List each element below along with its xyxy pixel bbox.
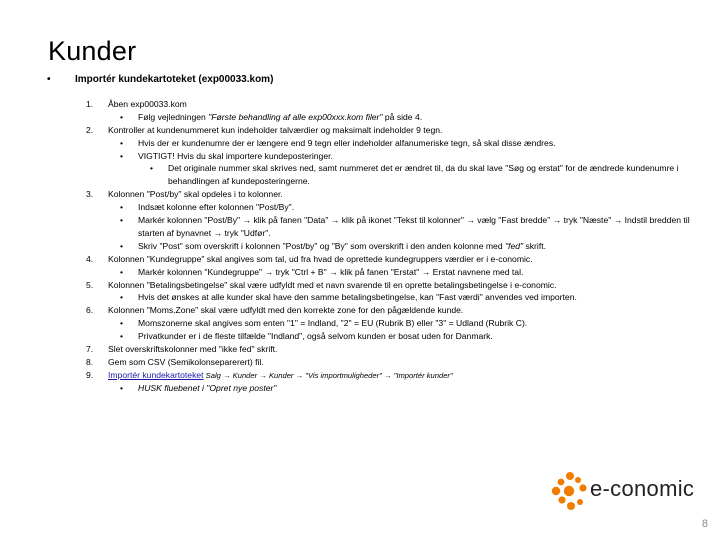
bullet-dot: • [47,74,51,85]
economic-logo [548,470,698,514]
sub-bullet-item [80,330,700,343]
bullet-dot: • [120,240,124,251]
sub-text: Markér kolonnen "Post/By" → klik på fanen "Data" → klik på ikonet "Tekst til kolonner" → vælg "Fast bredde" → tryk "Næste" → Indstil bredden til starten af bynavnet → tryk "Udfør". [138,215,690,238]
page-number: 8 [701,518,708,530]
sub-text: Skriv "Post" som overskrift i kolonnen "Post/by" og "By" som overskrift i den anden kolonne med [138,240,505,251]
step-item [80,124,700,137]
bullet-dot: • [120,331,124,342]
sub-text: Hvis det ønskes at alle kunder skal have den samme betalingsbetingelse, kan "Fast værdi" anvendes ved importen. [138,292,577,303]
sub-text: Indsæt kolonne efter kolonnen "Post/By". [138,202,295,213]
bullet-dot: • [120,215,124,226]
sub-text: Privatkunder er i de fleste tilfælde "Indland", også selvom kunden er bosat uden for Danmark. [138,331,493,342]
step-number: 5. [86,279,94,290]
step-text: Kolonnen "Kundegruppe" skal angives som tal, ud fra hvad de oprettede kundegruppers værdier er i e-conomic. [108,253,533,264]
sub-text: HUSK fluebenet i "Opret nye poster" [138,382,277,393]
sub-text: Momszonerne skal angives som enten "1" = Indland, "2" = EU (Rubrik B) eller "3" = Udland (Rubrik C). [138,318,528,329]
sub-bullet-item [80,291,700,304]
sub-bullet-item [80,382,700,395]
step-number: 1. [86,99,94,109]
step-item [80,253,700,266]
bullet-dot: • [150,163,154,174]
sub-bullet-item [80,266,700,279]
step-number: 3. [86,189,94,200]
steps-list [80,98,700,395]
step-text: Kolonnen "Moms.Zone" skal være udfyldt med den korrekte zone for den pågældende kunde. [108,305,464,316]
step-text: Kolonnen "Betalingsbetingelse" skal være udfyldt med et navn svarende til en oprette betalingsbetingelse i e-conomic. [108,279,557,290]
sub-text: VIGTIGT! Hvis du skal importere kundeposteringer. [138,150,333,161]
step-text: Åben exp00033.kom [108,99,187,109]
step-number: 4. [86,253,94,264]
bullet-dot: • [120,137,124,148]
sub-bullet-item [80,111,700,124]
sub-bullet-item [80,162,700,188]
step-item [80,369,700,382]
step-number: 2. [86,124,94,135]
logo-dots-icon [548,470,592,514]
bullet-dot: • [120,382,124,393]
step-item [80,188,700,201]
sub-text: Hvis der er kundenumre der er længere end 9 tegn eller indeholder alfanumeriske tegn, så skal disse ændres. [138,137,556,148]
bullet-dot: • [120,318,124,329]
sub-bullet-item [80,317,700,330]
import-link[interactable]: Importér kundekartoteket [108,369,204,380]
bullet-dot: • [120,111,124,122]
sub-bullet-item [80,150,700,163]
step-item [80,304,700,317]
bullet-dot: • [120,292,124,303]
menu-path: Salg → Kunder → Kunder → "Vis importmuligheder" → "Importér kunder" [203,370,453,380]
step-text: Kontroller at kundenummeret kun indeholder talværdier og maksimalt indeholder 9 tegn. [108,124,443,135]
step-number: 6. [86,305,94,316]
main-bullet-text: Importér kundekartoteket (exp00033.kom) [75,74,274,85]
step-item [80,343,700,356]
sub-text: på side 4. [382,111,423,122]
sub-text: Markér kolonnen "Kundegruppe" → tryk "Ctrl + B" → klik på fanen "Erstat" → Erstat navnene med tal. [138,266,524,277]
step-number: 8. [86,356,94,367]
step-item [80,356,700,369]
bullet-dot: • [120,202,124,213]
page-title: Kunder [48,36,137,66]
sub-bullet-item [80,137,700,150]
step-text: Slet overskriftskolonner med "ikke fed" skrift. [108,343,278,354]
step-number: 9. [86,369,94,380]
step-text: Gem som CSV (Semikolonseparerert) fil. [108,356,264,367]
logo-text: e-conomic [590,476,695,501]
sub-bullet-item [80,201,700,214]
step-number: 7. [86,343,94,354]
sub-bullet-item [80,240,700,253]
sub-text: "fed" [505,240,524,251]
bullet-dot: • [120,266,124,277]
sub-text: "Første behandling af alle exp00xxx.kom filer" [208,111,383,122]
step-item [80,98,700,111]
bullet-dot: • [120,150,124,161]
sub-text: Det originale nummer skal skrives ned, samt nummeret det er ændret til, da du skal lave "Søg og erstat" for de ændrede kundenumre i behandlingen af kundeposteringerne. [168,163,679,187]
step-item [80,279,700,292]
sub-text: skrift. [523,240,546,251]
sub-text: Følg vejledningen [138,111,209,122]
step-text: Kolonnen "Post/by" skal opdeles i to kolonner. [108,189,283,200]
sub-bullet-item [80,214,700,240]
